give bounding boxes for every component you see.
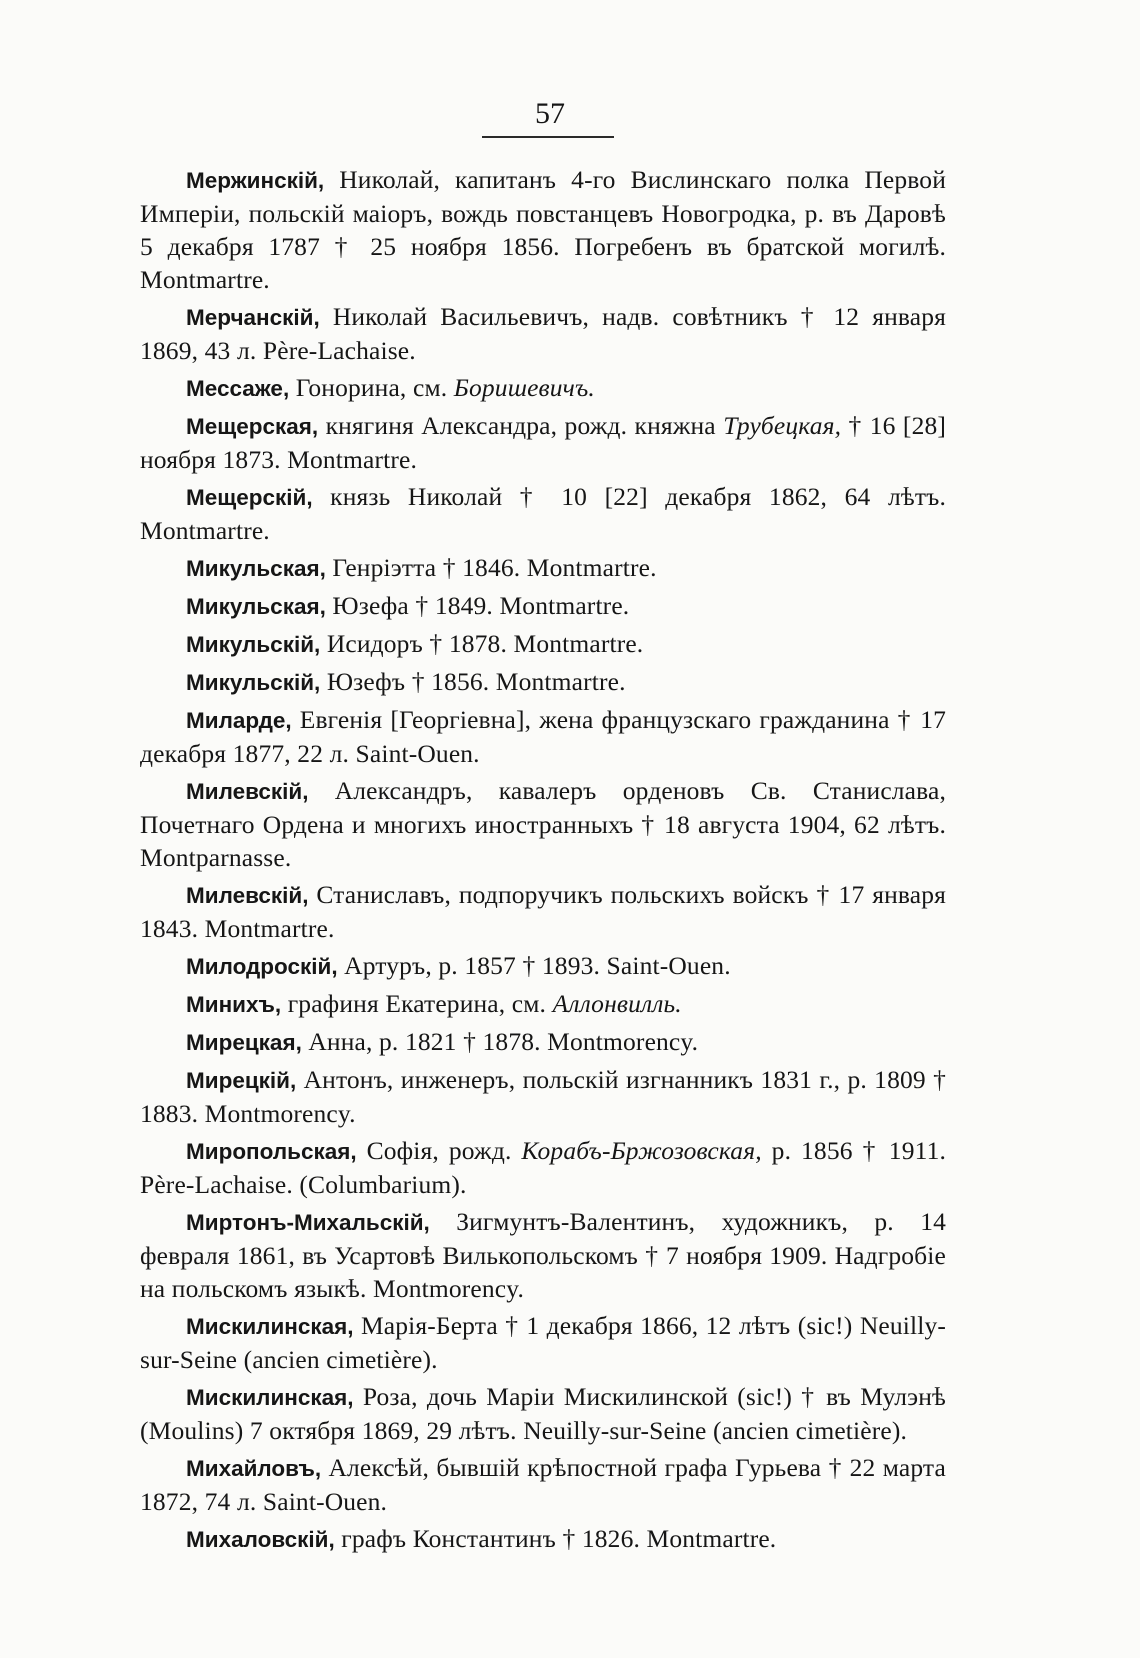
entry-text: Гонорина, см. [289, 373, 454, 402]
entry-text: Зигмунтъ-Валентинъ, художникъ, р. 14 февраля 1861, въ Усартовѣ Вилькопольскомъ † 7 ноября 1909. Надгробіе на польскомъ языкѣ. Montmorency. [140, 1207, 946, 1303]
entry-headword: Миларде, [186, 708, 292, 733]
entry-italic-reference: Аллонвилль. [552, 989, 682, 1018]
entry-headword: Мерчанскій, [186, 305, 320, 330]
entry-text-continued: р. 1856 † 1911. Père-Lachaise. (Columbarium). [140, 1136, 946, 1199]
entry-text: Марія-Берта † 1 декабря 1866, 12 лѣтъ (sic!) Neuilly-sur-Seine (ancien cimetière). [140, 1311, 946, 1374]
entry-text: Артуръ, р. 1857 † 1893. Saint-Ouen. [337, 951, 731, 980]
entry [140, 627, 946, 661]
entry-text: Алексѣй, бывшій крѣпостной графа Гурьева † 22 марта 1872, 74 л. Saint-Ouen. [140, 1453, 946, 1516]
entry-headword: Мессаже, [186, 376, 290, 401]
entry [140, 703, 946, 770]
entry [140, 1063, 946, 1130]
entry-text: Николай, капитанъ 4-го Вислинскаго полка Первой Имперіи, польскій маіоръ, вождь повстанцевъ Новогродка, р. въ Даровѣ 5 декабря 1787 † 25 ноября 1856. Погребенъ въ братской могилѣ. Montmartre. [140, 165, 946, 294]
entry-italic-reference: Трубецкая, [723, 411, 842, 440]
entry [140, 878, 946, 945]
entry-headword: Милодроскій, [186, 954, 338, 979]
entry [140, 1205, 946, 1305]
entry-headword: Михаловскій, [186, 1527, 335, 1552]
entry [140, 987, 946, 1021]
entry-text: Генріэтта † 1846. Montmartre. [325, 553, 657, 582]
entry-headword: Мещерская, [186, 414, 319, 439]
entry-italic-reference: Корабъ-Бржозовская, [521, 1136, 762, 1165]
entry-italic-reference: Боришевичъ. [453, 373, 595, 402]
entries-list [140, 163, 946, 1560]
entry-headword: Михайловъ, [186, 1456, 322, 1481]
entry [140, 589, 946, 623]
entry [140, 551, 946, 585]
entry-headword: Мещерскій, [186, 485, 313, 510]
entry [140, 1309, 946, 1376]
entry-text: князь Николай † 10 [22] декабря 1862, 64 лѣтъ. Montmartre. [140, 482, 946, 545]
entry [140, 1025, 946, 1059]
entry-text: Юзефа † 1849. Montmartre. [325, 591, 630, 620]
entry [140, 300, 946, 367]
entry-text: Станиславъ, подпоручикъ польскихъ войскъ † 17 января 1843. Montmartre. [140, 880, 946, 943]
entry-headword: Мискилинская, [186, 1314, 354, 1339]
entry-text: Николай Васильевичъ, надв. совѣтникъ † 12 января 1869, 43 л. Père-Lachaise. [140, 302, 946, 365]
entry [140, 480, 946, 547]
entry [140, 371, 946, 405]
entry-headword: Милевскій, [186, 883, 309, 908]
entry-text: Исидоръ † 1878. Montmartre. [320, 629, 644, 658]
entry [140, 1451, 946, 1518]
entry-headword: Микульская, [186, 556, 326, 581]
entry-headword: Микульская, [186, 594, 326, 619]
entry-text: Роза, дочь Маріи Мискилинской (sic!) † въ Мулэнѣ (Moulins) 7 октября 1869, 29 лѣтъ. Neuilly-sur-Seine (ancien cimetière). [140, 1382, 946, 1445]
entry-headword: Мискилинская, [186, 1385, 354, 1410]
entry-text: Евгенія [Георгіевна], жена французскаго гражданина † 17 декабря 1877, 22 л. Saint-Ouen. [140, 705, 946, 768]
entry-headword: Мирецкая, [186, 1030, 302, 1055]
entry-headword: Микульскій, [186, 632, 321, 657]
entry-headword: Миртонъ-Михальскій, [186, 1210, 430, 1235]
entry [140, 163, 946, 296]
entry [140, 409, 946, 476]
entry-headword: Мирецкій, [186, 1068, 297, 1093]
entry [140, 774, 946, 874]
entry-headword: Милевскій, [186, 779, 309, 804]
page-number: 57 [535, 97, 565, 130]
entry-text: княгиня Александра, рожд. княжна [318, 411, 724, 440]
entry-headword: Миропольская, [186, 1139, 357, 1164]
entry-headword: Минихъ, [186, 992, 282, 1017]
entry [140, 949, 946, 983]
entry-text: Анна, р. 1821 † 1878. Montmorency. [301, 1027, 699, 1056]
entry-text: Софія, рожд. [356, 1136, 522, 1165]
entry-text: графиня Екатерина, см. [281, 989, 553, 1018]
entry-text: Александръ, кавалеръ орденовъ Св. Станислава, Почетнаго Ордена и многихъ иностранныхъ † 18 августа 1904, 62 лѣтъ. Montparnasse. [140, 776, 946, 872]
entry-text: Антонъ, инженеръ, польскій изгнанникъ 1831 г., р. 1809 † 1883. Montmorency. [140, 1065, 946, 1128]
entry-text: Юзефъ † 1856. Montmartre. [320, 667, 626, 696]
entry-headword: Мержинскій, [186, 168, 325, 193]
entry [140, 1522, 946, 1556]
entry [140, 665, 946, 699]
entry-text: графъ Константинъ † 1826. Montmartre. [334, 1524, 777, 1553]
entry-headword: Микульскій, [186, 670, 321, 695]
entry [140, 1380, 946, 1447]
page-number-rule [482, 136, 614, 138]
entry-text-continued: † 16 [28] ноября 1873. Montmartre. [140, 411, 947, 474]
entry [140, 1134, 946, 1201]
